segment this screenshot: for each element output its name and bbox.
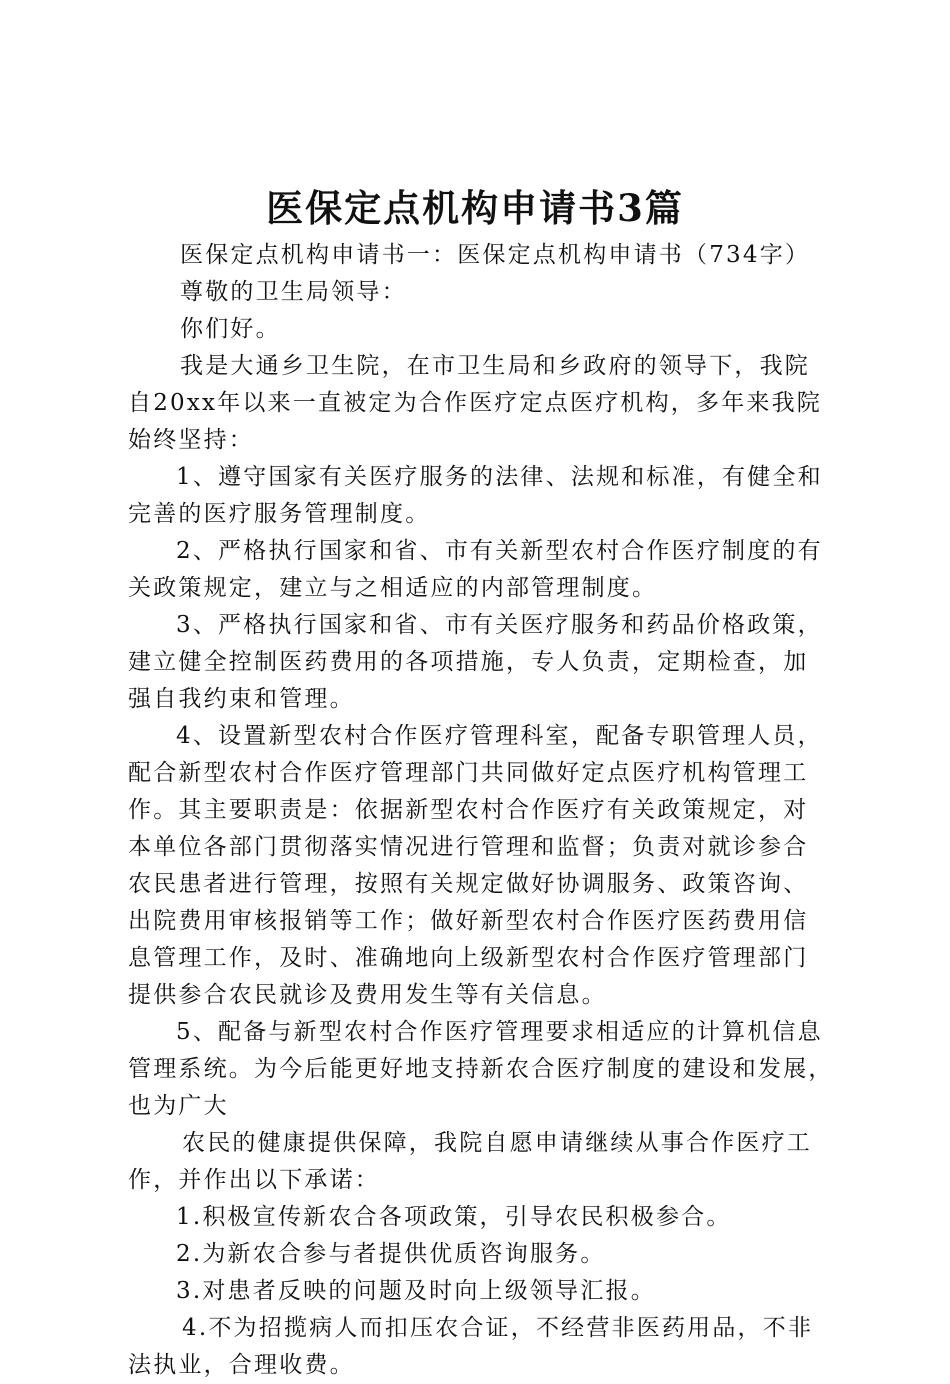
document-line: 1.积极宣传新农合各项政策，引导农民积极参合。 bbox=[176, 1204, 732, 1230]
document-line: 出院费用审核报销等工作；做好新型农村合作医疗医药费用信 bbox=[128, 908, 809, 934]
document-line: 强自我约束和管理。 bbox=[128, 686, 355, 712]
document-line: 也为广大 bbox=[128, 1093, 229, 1119]
document-line: 完善的医疗服务管理制度。 bbox=[128, 501, 431, 527]
document-line: 管理系统。为今后能更好地支持新农合医疗制度的建设和发展， bbox=[128, 1056, 834, 1082]
document-line: 建立健全控制医药费用的各项措施，专人负责，定期检查，加 bbox=[128, 649, 809, 675]
document-line: 你们好。 bbox=[180, 316, 281, 342]
document-line: 5、配备与新型农村合作医疗管理要求相适应的计算机信息 bbox=[176, 1019, 823, 1045]
document-line: 法执业，合理收费。 bbox=[128, 1352, 355, 1378]
document-line: 关政策规定，建立与之相适应的内部管理制度。 bbox=[128, 575, 658, 601]
document-line: 3.对患者反映的问题及时向上级领导汇报。 bbox=[176, 1278, 656, 1304]
document-line: 自20xx年以来一直被定为合作医疗定点医疗机构，多年来我院 bbox=[128, 390, 823, 416]
document-line: 配合新型农村合作医疗管理部门共同做好定点医疗机构管理工 bbox=[128, 760, 809, 786]
document-body bbox=[128, 237, 838, 1384]
document-line: 4.不为招揽病人而扣压农合证，不经营非医药用品，不非 bbox=[182, 1315, 814, 1341]
document-line: 农民患者进行管理，按照有关规定做好协调服务、政策咨询、 bbox=[128, 871, 809, 897]
document-line: 3、严格执行国家和省、市有关医疗服务和药品价格政策， bbox=[176, 612, 823, 638]
document-line: 农民的健康提供保障，我院自愿申请继续从事合作医疗工 bbox=[182, 1130, 812, 1156]
document-line: 作。其主要职责是：依据新型农村合作医疗有关政策规定，对 bbox=[128, 797, 809, 823]
document-line: 息管理工作，及时、准确地向上级新型农村合作医疗管理部门 bbox=[128, 945, 809, 971]
document-line: 4、设置新型农村合作医疗管理科室，配备专职管理人员， bbox=[176, 723, 823, 749]
document-line: 2、严格执行国家和省、市有关新型农村合作医疗制度的有 bbox=[176, 538, 823, 564]
document-line: 1、遵守国家有关医疗服务的法律、法规和标准，有健全和 bbox=[176, 464, 823, 490]
document-line: 我是大通乡卫生院，在市卫生局和乡政府的领导下，我院 bbox=[180, 353, 810, 379]
document-line: 提供参合农民就诊及费用发生等有关信息。 bbox=[128, 982, 607, 1008]
document-line: 尊敬的卫生局领导： bbox=[180, 279, 407, 305]
document-line: 医保定点机构申请书一：医保定点机构申请书（734字） bbox=[180, 242, 811, 268]
document-line: 本单位各部门贯彻落实情况进行管理和监督；负责对就诊参合 bbox=[128, 834, 809, 860]
document-line: 2.为新农合参与者提供优质咨询服务。 bbox=[176, 1241, 606, 1267]
document-line: 始终坚持： bbox=[128, 427, 254, 453]
document-line: 作，并作出以下承诺： bbox=[128, 1167, 380, 1193]
document-title: 医保定点机构申请书3篇 bbox=[266, 186, 684, 230]
